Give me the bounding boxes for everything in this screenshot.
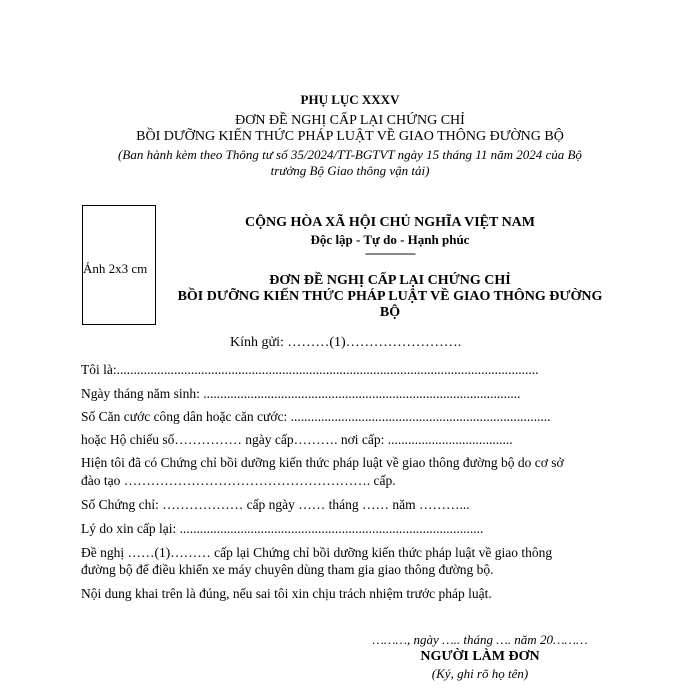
motto-separator: ---------------: [365, 245, 415, 260]
photo-label: Ảnh 2x3 cm: [83, 261, 148, 276]
header-title-line1: ĐƠN ĐỀ NGHỊ CẤP LẠI CHỨNG CHỈ: [235, 113, 465, 128]
header-title-line2: BỒI DƯỠNG KIẾN THỨC PHÁP LUẬT VỀ GIAO THÔNG ĐƯỜNG BỘ: [136, 129, 564, 144]
form-title-line3: BỘ: [379, 305, 401, 320]
header-note-line2: trưởng Bộ Giao thông vận tải): [270, 163, 430, 178]
header-note-line1: (Ban hành kèm theo Thông tư số 35/2024/TT-BGTVT ngày 15 tháng 11 năm 2024 của Bộ: [118, 147, 582, 162]
dob-field[interactable]: Ngày tháng năm sinh: ..............................................................................................: [81, 386, 521, 401]
training-center-field[interactable]: đào tạo ………………………………………………. cấp.: [81, 473, 396, 488]
country-name: CỘNG HÒA XÃ HỘI CHỦ NGHĨA VIỆT NAM: [244, 215, 535, 230]
cert-have-line1: Hiện tôi đã có Chứng chỉ bồi dưỡng kiến thức pháp luật về giao thông đường bộ do cơ sở: [81, 455, 564, 470]
cert-number-field[interactable]: Số Chứng chỉ: ……………… cấp ngày …… tháng …… năm ………...: [81, 497, 470, 512]
reason-field[interactable]: Lý do xin cấp lại: ..........................................................................................: [81, 521, 484, 536]
sign-note: (Ký, ghi rõ họ tên): [431, 666, 529, 681]
form-title-line2: BỒI DƯỠNG KIẾN THỨC PHÁP LUẬT VỀ GIAO THÔNG ĐƯỜNG: [177, 289, 603, 304]
signer-title: NGƯỜI LÀM ĐƠN: [420, 649, 540, 664]
name-field[interactable]: Tôi là:.............................................................................................................................: [81, 362, 539, 377]
passport-field[interactable]: hoặc Hộ chiếu số…………… ngày cấp………. nơi cấp: .....................................: [81, 432, 513, 447]
date-line[interactable]: ………, ngày ….. tháng …. năm 20………: [372, 632, 588, 647]
commitment-statement: Nội dung khai trên là đúng, nếu sai tôi xin chịu trách nhiệm trước pháp luật.: [81, 586, 492, 601]
id-number-field[interactable]: Số Căn cước công dân hoặc căn cước: .............................................................................: [81, 409, 551, 424]
request-line1: Đề nghị ……(1)……… cấp lại Chứng chỉ bồi dưỡng kiến thức pháp luật về giao thông: [81, 545, 553, 560]
appendix-title: PHỤ LỤC XXXV: [300, 92, 400, 107]
addressee: Kính gửi: ………(1)…………………….: [230, 335, 462, 350]
request-line2: đường bộ để điều khiển xe máy chuyên dùng tham gia giao thông đường bộ.: [81, 562, 494, 577]
form-title-line1: ĐƠN ĐỀ NGHỊ CẤP LẠI CHỨNG CHỈ: [269, 273, 511, 288]
national-motto: Độc lập - Tự do - Hạnh phúc: [310, 232, 470, 247]
